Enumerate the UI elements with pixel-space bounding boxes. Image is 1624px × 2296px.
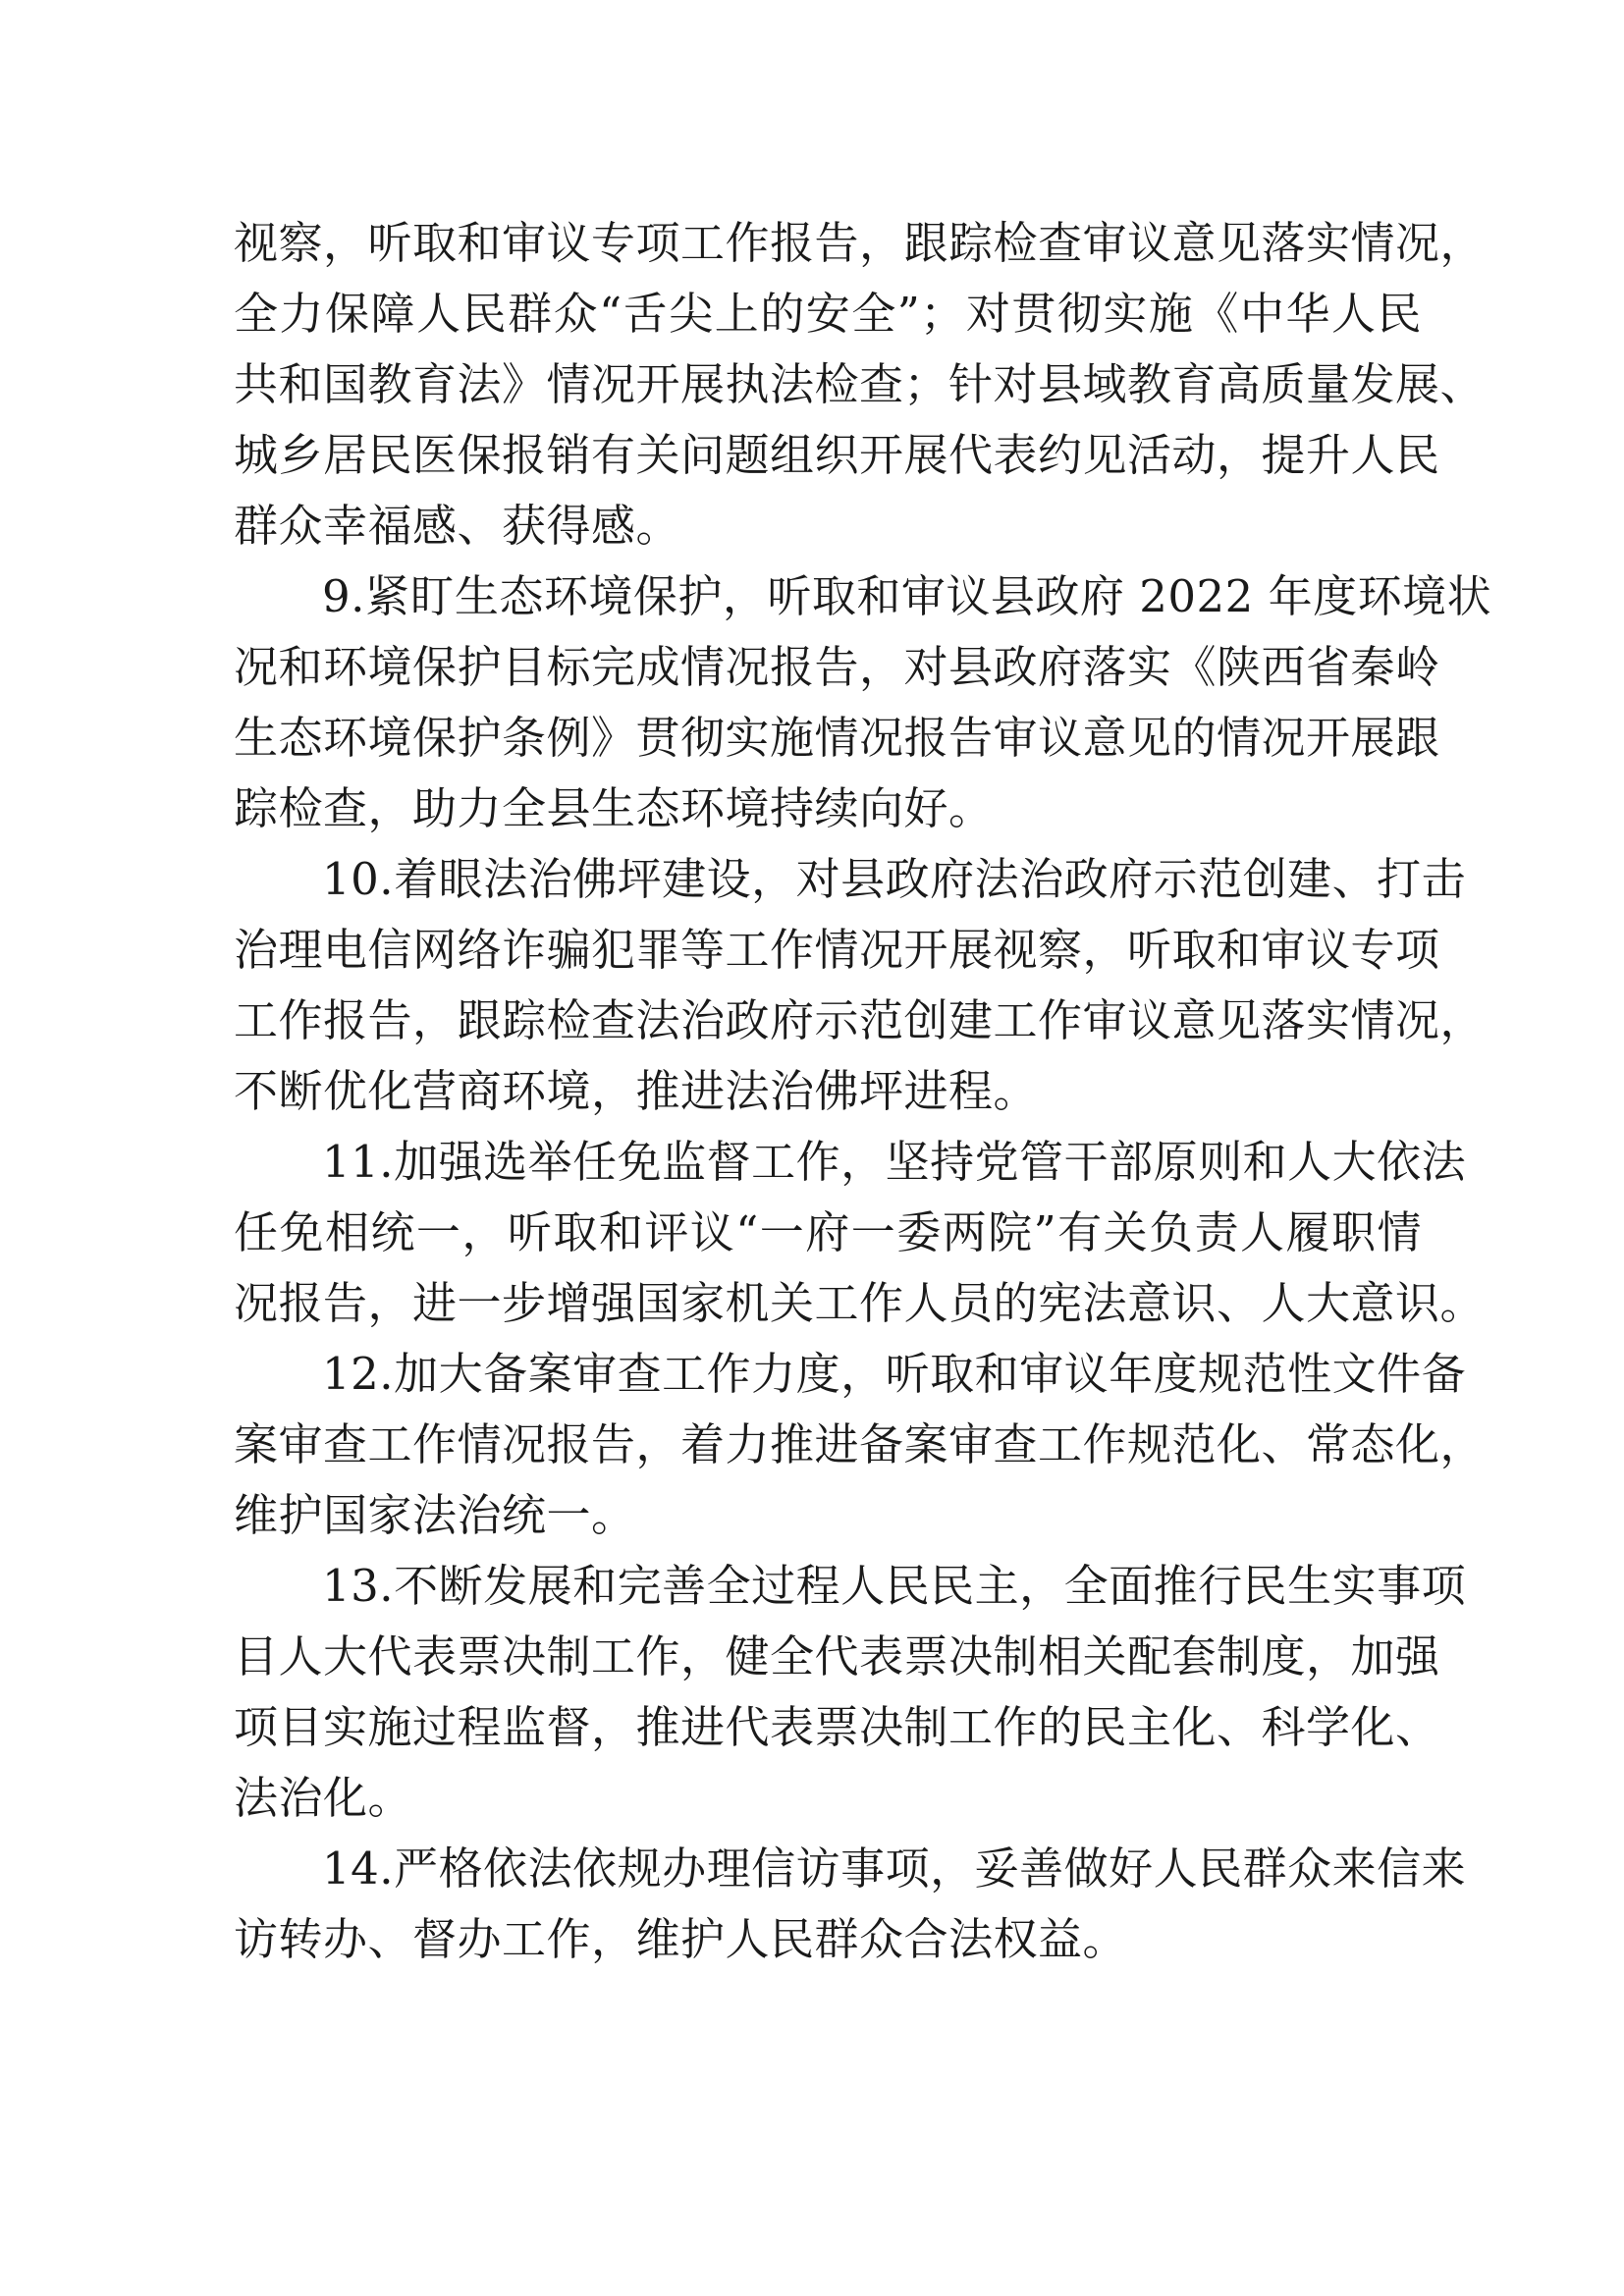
text-line: 治理电信网络诈骗犯罪等工作情况开展视察，听取和审议专项 (234, 924, 1440, 976)
text-line: 10.着眼法治佛坪建设，对县政府法治政府示范创建、打击 (322, 853, 1467, 905)
text-line: 共和国教育法》情况开展执法检查；针对县域教育高质量发展、 (234, 358, 1486, 410)
text-line: 城乡居民医保报销有关问题组织开展代表约见活动，提升人民 (234, 429, 1440, 481)
paragraph-9 (234, 561, 1492, 844)
text-line: 目人大代表票决制工作，健全代表票决制相关配套制度，加强 (234, 1630, 1440, 1682)
paragraph-10 (234, 844, 1486, 1127)
text-line: 9.紧盯生态环境保护，听取和审议县政府 2022 年度环境状 (322, 570, 1492, 622)
document-body (234, 208, 1492, 1975)
text-line: 14.严格依法依规办理信访事项，妥善做好人民群众来信来 (322, 1842, 1467, 1895)
text-line: 维护国家法治统一。 (234, 1489, 636, 1541)
paragraph-14 (234, 1834, 1467, 1975)
text-line: 12.加大备案审查工作力度，听取和审议年度规范性文件备 (322, 1348, 1467, 1400)
text-line: 任免相统一，听取和评议“一府一委两院”有关负责人履职情 (234, 1206, 1422, 1258)
text-line: 况和环境保护目标完成情况报告，对县政府落实《陕西省秦岭 (234, 641, 1440, 693)
text-line: 访转办、督办工作，维护人民群众合法权益。 (234, 1913, 1128, 1965)
paragraph-8-continued (234, 208, 1486, 561)
text-line: 案审查工作情况报告，着力推进备案审查工作规范化、常态化， (234, 1418, 1486, 1470)
text-line: 法治化。 (234, 1772, 413, 1824)
paragraph-11 (234, 1127, 1486, 1339)
text-line: 13.不断发展和完善全过程人民民主，全面推行民生实事项 (322, 1560, 1467, 1612)
text-line: 项目实施过程监督，推进代表票决制工作的民主化、科学化、 (234, 1701, 1440, 1753)
text-line: 11.加强选举任免监督工作，坚持党管干部原则和人大依法 (322, 1136, 1467, 1188)
text-line: 踪检查，助力全县生态环境持续向好。 (234, 782, 994, 834)
text-line: 况报告，进一步增强国家机关工作人员的宪法意识、人大意识。 (234, 1277, 1486, 1329)
text-line: 全力保障人民群众“舌尖上的安全”；对贯彻实施《中华人民 (234, 288, 1422, 340)
text-line: 生态环境保护条例》贯彻实施情况报告审议意见的情况开展跟 (234, 712, 1440, 764)
text-line: 视察，听取和审议专项工作报告，跟踪检查审议意见落实情况， (234, 217, 1486, 269)
text-line: 群众幸福感、获得感。 (234, 500, 681, 552)
text-line: 不断优化营商环境，推进法治佛坪进程。 (234, 1065, 1039, 1117)
paragraph-12 (234, 1339, 1486, 1551)
paragraph-13 (234, 1551, 1467, 1834)
text-line: 工作报告，跟踪检查法治政府示范创建工作审议意见落实情况， (234, 994, 1486, 1046)
